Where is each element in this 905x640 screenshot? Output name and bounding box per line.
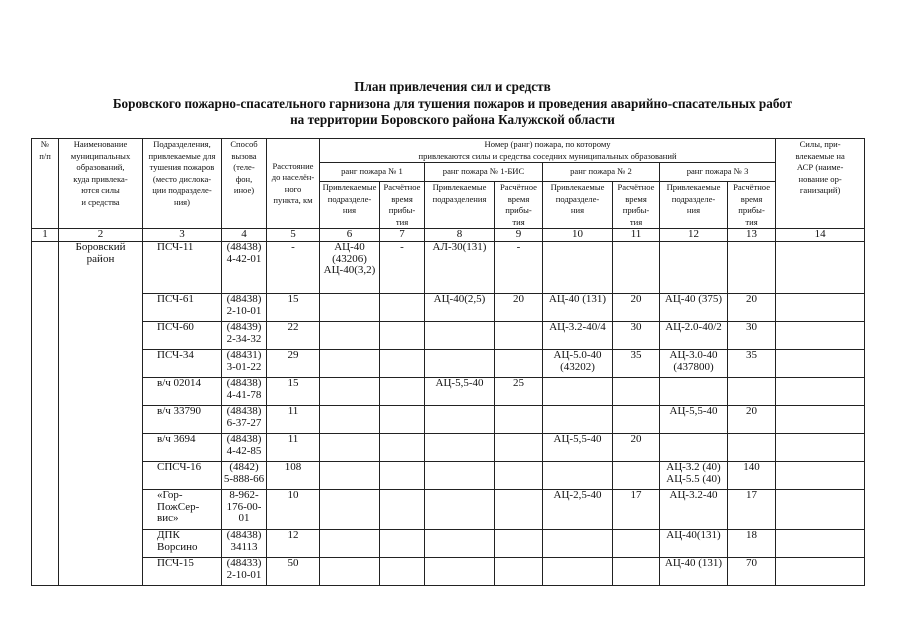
header-num: № п/п <box>32 139 59 229</box>
header-r2-time: Расчётное время прибы- тия <box>613 182 660 229</box>
rank1bis-time: - <box>495 242 543 294</box>
table-row <box>32 294 865 322</box>
rank1-time <box>380 434 425 462</box>
rank1-time <box>380 530 425 558</box>
rank2-time <box>613 462 660 490</box>
header-distance: Расстояние до населён- ного пункта, км <box>267 139 320 229</box>
header-rb-units: Привлекаемые подразделения <box>425 182 495 229</box>
rank3-time <box>728 378 776 406</box>
rank1-time <box>380 378 425 406</box>
rank2-units <box>543 558 613 586</box>
header-units: Подразделения, привлекаемые для тушения пожаров (место дислока- ции подразделе- ния) <box>143 139 222 229</box>
header-rank-2: ранг пожара № 2 <box>543 163 660 182</box>
header-r2-units: Привлекаемые подразделе- ния <box>543 182 613 229</box>
unit-name: в/ч 33790 <box>143 406 222 434</box>
rank1bis-units <box>425 530 495 558</box>
rank1-units <box>320 558 380 586</box>
rank2-units <box>543 378 613 406</box>
rank2-time: 17 <box>613 490 660 530</box>
rank3-units: АЦ-3.0-40 (437800) <box>660 350 728 378</box>
rank3-time: 70 <box>728 558 776 586</box>
header-r1-time: Расчётное время прибы- тия <box>380 182 425 229</box>
rank3-time <box>728 242 776 294</box>
rank3-time: 17 <box>728 490 776 530</box>
col-number: 5 <box>267 229 320 242</box>
rank1-time <box>380 406 425 434</box>
distance-km: 12 <box>267 530 320 558</box>
header-rank-1-bis: ранг пожара № 1-БИС <box>425 163 543 182</box>
rank3-units <box>660 434 728 462</box>
asr-forces <box>776 294 865 322</box>
col-number: 11 <box>613 229 660 242</box>
rank3-time: 30 <box>728 322 776 350</box>
rank1-units <box>320 350 380 378</box>
unit-name: ПСЧ-15 <box>143 558 222 586</box>
col-number: 8 <box>425 229 495 242</box>
rank1bis-units <box>425 322 495 350</box>
col-number: 3 <box>143 229 222 242</box>
col-number: 1 <box>32 229 59 242</box>
rank1-units <box>320 378 380 406</box>
header-rank-3: ранг пожара № 3 <box>660 163 776 182</box>
call-phone: (48438) 6-37-27 <box>222 406 267 434</box>
unit-name: ПСЧ-60 <box>143 322 222 350</box>
rank2-time <box>613 378 660 406</box>
rank2-time: 30 <box>613 322 660 350</box>
col-number: 10 <box>543 229 613 242</box>
rank2-time <box>613 242 660 294</box>
call-phone: (48431) 3-01-22 <box>222 350 267 378</box>
rank3-time: 20 <box>728 406 776 434</box>
call-phone: (48438) 2-10-01 <box>222 294 267 322</box>
rank3-units: АЦ-2.0-40/2 <box>660 322 728 350</box>
rank1-time <box>380 350 425 378</box>
rank2-time: 20 <box>613 294 660 322</box>
rank3-units <box>660 378 728 406</box>
row-number-cell <box>32 242 59 586</box>
unit-name: в/ч 3694 <box>143 434 222 462</box>
title-line-3: на территории Боровского района Калужской области <box>290 112 615 127</box>
header-asr: Силы, при- влекаемые на АСР (наиме- нование ор- ганизаций) <box>776 139 865 229</box>
table-row <box>32 434 865 462</box>
rank3-units: АЦ-40 (131) <box>660 558 728 586</box>
header-municipal: Наименование муниципальных образований, куда привлека- ются силы и средства <box>59 139 143 229</box>
rank1bis-units <box>425 434 495 462</box>
rank1bis-units <box>425 462 495 490</box>
rank1bis-time <box>495 462 543 490</box>
rank1bis-time <box>495 350 543 378</box>
col-number: 14 <box>776 229 865 242</box>
header-r3-time: Расчётное время прибы- тия <box>728 182 776 229</box>
table-row <box>32 530 865 558</box>
rank1bis-time <box>495 558 543 586</box>
rank1-units <box>320 434 380 462</box>
asr-forces <box>776 322 865 350</box>
rank2-units <box>543 530 613 558</box>
rank1-units: АЦ-40 (43206) АЦ-40(3,2) <box>320 242 380 294</box>
unit-name: «Гор- ПожСер- вис» <box>143 490 222 530</box>
table-row <box>32 350 865 378</box>
rank1bis-time <box>495 322 543 350</box>
rank1bis-units: АЦ-40(2,5) <box>425 294 495 322</box>
distance-km: 108 <box>267 462 320 490</box>
table-row <box>32 378 865 406</box>
rank1-time <box>380 558 425 586</box>
asr-forces <box>776 434 865 462</box>
rank1-time <box>380 294 425 322</box>
table-row <box>32 462 865 490</box>
rank3-units <box>660 242 728 294</box>
asr-forces <box>776 558 865 586</box>
rank1-units <box>320 490 380 530</box>
unit-name: ПСЧ-34 <box>143 350 222 378</box>
rank1bis-time <box>495 490 543 530</box>
rank2-time: 20 <box>613 434 660 462</box>
rank1bis-time: 25 <box>495 378 543 406</box>
asr-forces <box>776 490 865 530</box>
column-numbers-row <box>32 229 865 242</box>
rank2-units: АЦ-3.2-40/4 <box>543 322 613 350</box>
call-phone: (48438) 34113 <box>222 530 267 558</box>
table-row <box>32 490 865 530</box>
distance-km: 15 <box>267 378 320 406</box>
distance-km: 50 <box>267 558 320 586</box>
rank1bis-units <box>425 350 495 378</box>
header-rb-time: Расчётное время прибы- тия <box>495 182 543 229</box>
document-title <box>0 79 905 129</box>
rank1bis-units: АЦ-5,5-40 <box>425 378 495 406</box>
rank1bis-units <box>425 558 495 586</box>
header-r3-units: Привлекаемые подразделе- ния <box>660 182 728 229</box>
rank1bis-units <box>425 406 495 434</box>
forces-plan-table <box>31 138 865 586</box>
distance-km: 15 <box>267 294 320 322</box>
distance-km: 10 <box>267 490 320 530</box>
unit-name: ПСЧ-61 <box>143 294 222 322</box>
call-phone: (48433) 2-10-01 <box>222 558 267 586</box>
unit-name: ПСЧ-11 <box>143 242 222 294</box>
col-number: 13 <box>728 229 776 242</box>
col-number: 9 <box>495 229 543 242</box>
rank1bis-time: 20 <box>495 294 543 322</box>
header-rank-1: ранг пожара № 1 <box>320 163 425 182</box>
table-row <box>32 242 865 294</box>
rank1bis-time <box>495 434 543 462</box>
header-rank-group: Номер (ранг) пожара, по которому привлекаются силы и средства соседних муниципальных образований <box>320 139 776 163</box>
rank2-units: АЦ-5.0-40 (43202) <box>543 350 613 378</box>
distance-km: 11 <box>267 406 320 434</box>
table-row <box>32 406 865 434</box>
unit-name: СПСЧ-16 <box>143 462 222 490</box>
rank2-time <box>613 530 660 558</box>
distance-km: 22 <box>267 322 320 350</box>
col-number: 7 <box>380 229 425 242</box>
rank1bis-time <box>495 406 543 434</box>
rank1-units <box>320 462 380 490</box>
distance-km: - <box>267 242 320 294</box>
rank3-units: АЦ-5,5-40 <box>660 406 728 434</box>
rank1-units <box>320 294 380 322</box>
rank2-time <box>613 558 660 586</box>
rank2-units <box>543 406 613 434</box>
rank3-units: АЦ-40(131) <box>660 530 728 558</box>
rank1bis-units <box>425 490 495 530</box>
table-row <box>32 322 865 350</box>
rank1bis-time <box>495 530 543 558</box>
call-phone: (48438) 4-42-01 <box>222 242 267 294</box>
rank1-units <box>320 406 380 434</box>
distance-km: 29 <box>267 350 320 378</box>
rank3-units: АЦ-40 (375) <box>660 294 728 322</box>
title-line-1: План привлечения сил и средств <box>354 79 551 94</box>
call-phone: (48439) 2-34-32 <box>222 322 267 350</box>
asr-forces <box>776 406 865 434</box>
col-number: 4 <box>222 229 267 242</box>
rank3-units: АЦ-3.2-40 <box>660 490 728 530</box>
rank3-time: 140 <box>728 462 776 490</box>
rank2-units: АЦ-40 (131) <box>543 294 613 322</box>
unit-name: ДПК Ворсино <box>143 530 222 558</box>
table-row <box>32 558 865 586</box>
rank3-units: АЦ-3.2 (40) АЦ-5.5 (40) <box>660 462 728 490</box>
header-call: Способ вызова (теле- фон, иное) <box>222 139 267 229</box>
rank1-time <box>380 490 425 530</box>
rank1-time <box>380 322 425 350</box>
unit-name: в/ч 02014 <box>143 378 222 406</box>
rank1-units <box>320 322 380 350</box>
rank3-time: 18 <box>728 530 776 558</box>
rank3-time <box>728 434 776 462</box>
col-number: 2 <box>59 229 143 242</box>
asr-forces <box>776 242 865 294</box>
asr-forces <box>776 350 865 378</box>
rank2-units: АЦ-2,5-40 <box>543 490 613 530</box>
col-number: 6 <box>320 229 380 242</box>
rank2-units: АЦ-5,5-40 <box>543 434 613 462</box>
rank1-time <box>380 462 425 490</box>
rank2-units <box>543 462 613 490</box>
rank1bis-units: АЛ-30(131) <box>425 242 495 294</box>
col-number: 12 <box>660 229 728 242</box>
rank1-units <box>320 530 380 558</box>
rank2-time <box>613 406 660 434</box>
rank2-units <box>543 242 613 294</box>
title-line-2: Боровского пожарно-спасательного гарнизона для тушения пожаров и проведения аварийно-спасательных работ <box>112 95 793 111</box>
municipality-name: Боровский район <box>59 242 143 586</box>
distance-km: 11 <box>267 434 320 462</box>
asr-forces <box>776 462 865 490</box>
asr-forces <box>776 378 865 406</box>
asr-forces <box>776 530 865 558</box>
header-r1-units: Привлекаемые подразделе- ния <box>320 182 380 229</box>
call-phone: (4842) 5-888-66 <box>222 462 267 490</box>
rank3-time: 35 <box>728 350 776 378</box>
call-phone: 8-962- 176-00-01 <box>222 490 267 530</box>
call-phone: (48438) 4-41-78 <box>222 378 267 406</box>
rank1-time: - <box>380 242 425 294</box>
rank2-time: 35 <box>613 350 660 378</box>
rank3-time: 20 <box>728 294 776 322</box>
call-phone: (48438) 4-42-85 <box>222 434 267 462</box>
